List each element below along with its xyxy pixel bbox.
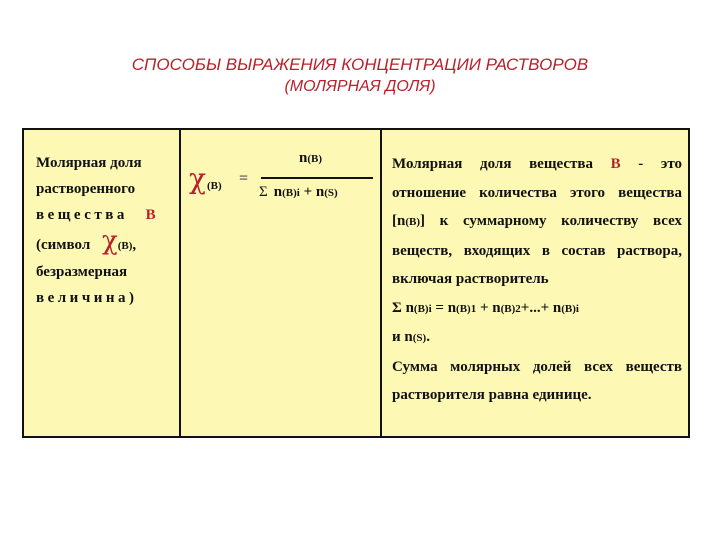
- substance-symbol: B: [610, 156, 621, 172]
- chi-subscript: (B): [207, 180, 222, 192]
- fraction-bar: [261, 177, 373, 179]
- chi-symbol: χ: [101, 226, 118, 256]
- definition-text: Молярная доля вещества: [392, 156, 593, 172]
- term-line: [36, 228, 174, 259]
- term-word: вещества: [36, 207, 128, 223]
- term-line: растворенного: [36, 181, 136, 197]
- definition-text: - это отношение количества этого вещества: [392, 156, 682, 201]
- page-title: СПОСОБЫ ВЫРАЖЕНИЯ КОНЦЕНТРАЦИИ РАСТВОРОВ: [131, 55, 589, 74]
- chi-subscript: (B): [117, 240, 133, 252]
- sum-note: Сумма молярных долей всех веществ растворителя равна единице.: [392, 358, 682, 403]
- definition-cell: [392, 150, 682, 410]
- definition-table: [22, 128, 690, 438]
- amount-symbol: [n(B)]: [392, 213, 426, 229]
- formula-denominator: Σ n(B)i + n(S): [259, 184, 338, 200]
- chi-symbol: χ: [189, 162, 206, 195]
- term-line: Молярная доля: [36, 155, 142, 171]
- formula-numerator: n(B): [299, 150, 323, 166]
- page-subtitle: (МОЛЯРНАЯ ДОЛЯ): [284, 78, 436, 95]
- comma: ,: [132, 237, 137, 253]
- term-line: [36, 202, 174, 228]
- definition-text: к суммарному количеству всех веществ, входящих в состав раствора, включая растворитель: [392, 213, 682, 287]
- term-cell: [36, 150, 174, 311]
- sum-formula: Σ n(B)i = n(B)1 + n(B)2+...+ n(B)i: [392, 299, 579, 316]
- term-line: безразмерная: [36, 264, 128, 280]
- substance-symbol: В: [145, 207, 156, 223]
- column-divider: [380, 130, 382, 436]
- term-line: величина): [36, 290, 138, 306]
- equals-sign: =: [239, 170, 249, 187]
- formula-cell: [189, 150, 374, 230]
- solvent-term: и n(S).: [392, 329, 430, 345]
- symbol-label: (символ: [36, 237, 91, 253]
- column-divider: [179, 130, 181, 436]
